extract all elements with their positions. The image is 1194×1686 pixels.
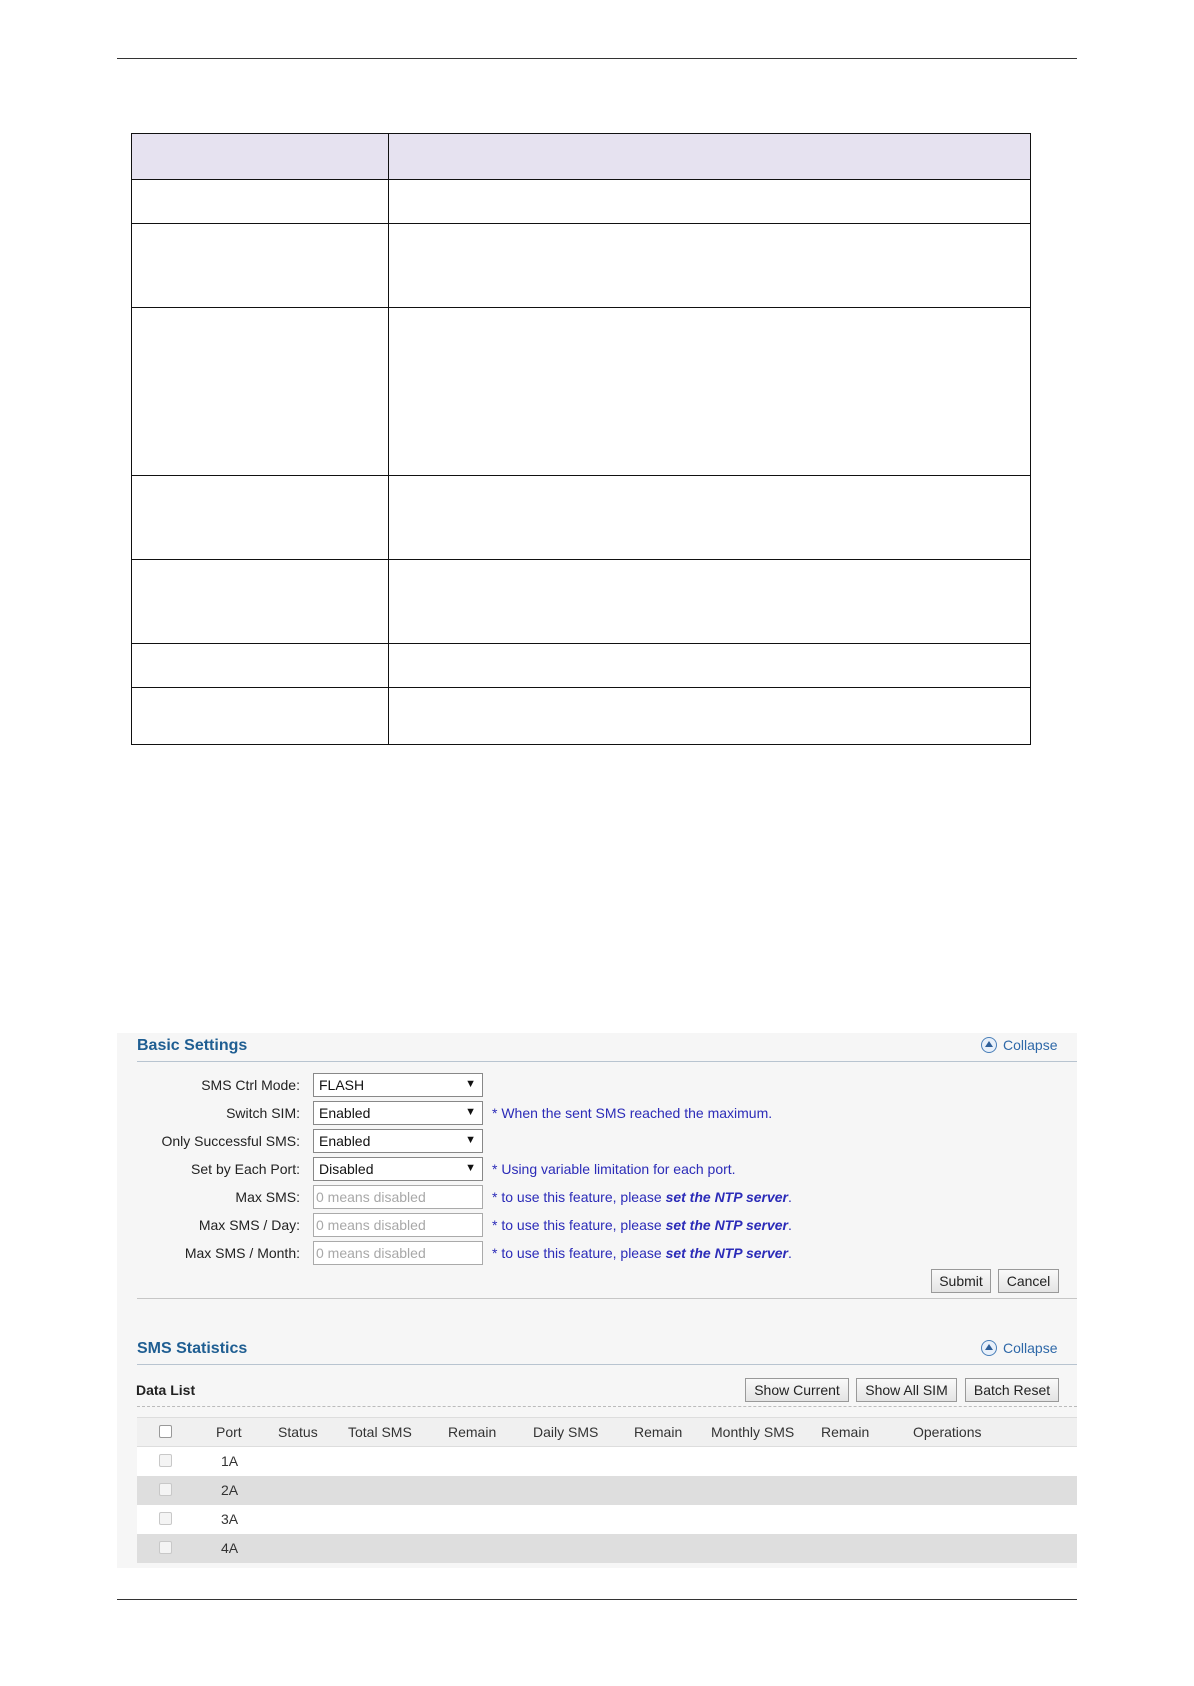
table-cell (389, 224, 1031, 308)
table-cell (389, 476, 1031, 560)
row-checkbox[interactable] (159, 1512, 172, 1525)
table-row (137, 1534, 1077, 1563)
table-cell (132, 476, 389, 560)
ntp-hint-text: * to use this feature, please (492, 1217, 666, 1233)
dashed-divider (137, 1406, 1077, 1407)
basic-settings-title: Basic Settings (137, 1037, 248, 1054)
ntp-hint (492, 1245, 792, 1261)
switch-sim-select[interactable] (313, 1101, 483, 1125)
switch-sim-row (117, 1101, 1077, 1125)
column-header-daily-sms: Daily SMS (533, 1424, 599, 1440)
table-row (132, 180, 1031, 224)
sms-ctrl-mode-row (117, 1073, 1077, 1097)
set-by-each-port-hint: * Using variable limitation for each port. (492, 1161, 736, 1177)
sms-statistics-collapse[interactable] (981, 1340, 1057, 1356)
table-cell (132, 224, 389, 308)
footer-rule (117, 1599, 1077, 1600)
only-successful-sms-select[interactable] (313, 1129, 483, 1153)
row-checkbox[interactable] (159, 1483, 172, 1496)
table-row (132, 476, 1031, 560)
table-header-row (132, 134, 1031, 180)
select-value: Disabled (319, 1161, 374, 1177)
max-sms-month-row (117, 1241, 1077, 1265)
ntp-hint-text: * to use this feature, please (492, 1189, 666, 1205)
ntp-server-link[interactable]: set the NTP server (665, 1217, 788, 1233)
sms-ctrl-mode-select[interactable] (313, 1073, 483, 1097)
section-divider (137, 1364, 1077, 1365)
select-value: Enabled (319, 1133, 371, 1149)
section-divider (137, 1298, 1077, 1299)
port-cell: 2A (221, 1482, 239, 1498)
field-label: Only Successful SMS: (161, 1133, 300, 1149)
section-divider (137, 1061, 1077, 1062)
field-label: Max SMS: (235, 1189, 300, 1205)
submit-button[interactable]: Submit (931, 1269, 991, 1293)
dropdown-arrow-icon: ▼ (465, 1078, 476, 1090)
table-cell (132, 644, 389, 688)
table-cell (132, 560, 389, 644)
max-sms-month-input[interactable] (313, 1241, 483, 1265)
table-header-cell (132, 134, 389, 180)
table-cell (389, 644, 1031, 688)
field-label: Max SMS / Day: (198, 1217, 300, 1233)
switch-sim-hint: * When the sent SMS reached the maximum. (492, 1105, 773, 1121)
column-header-remain: Remain (821, 1424, 870, 1440)
ntp-server-link[interactable]: set the NTP server (665, 1189, 788, 1205)
data-list-label: Data List (136, 1382, 196, 1398)
collapse-label: Collapse (1003, 1037, 1058, 1053)
set-by-each-port-select[interactable] (313, 1157, 483, 1181)
document-table (131, 133, 1031, 745)
ntp-hint-suffix: . (788, 1217, 792, 1233)
field-label: Set by Each Port: (191, 1161, 300, 1177)
ntp-hint-suffix: . (788, 1245, 792, 1261)
table-cell (132, 308, 389, 476)
table-row (132, 308, 1031, 476)
sms-settings-screenshot (117, 1033, 1077, 1568)
header-rule (117, 58, 1077, 59)
ntp-hint (492, 1217, 792, 1233)
ntp-hint-suffix: . (788, 1189, 792, 1205)
max-sms-input[interactable] (313, 1185, 483, 1209)
show-current-button[interactable]: Show Current (745, 1378, 849, 1402)
max-sms-row (117, 1185, 1077, 1209)
collapse-up-icon (981, 1340, 997, 1356)
show-all-sim-button[interactable]: Show All SIM (856, 1378, 957, 1402)
column-header-total-sms: Total SMS (348, 1424, 412, 1440)
column-header-status: Status (278, 1424, 318, 1440)
ntp-hint (492, 1189, 792, 1205)
table-row (137, 1447, 1077, 1476)
table-cell (132, 180, 389, 224)
table-row (132, 644, 1031, 688)
port-cell: 1A (221, 1453, 239, 1469)
table-row (132, 688, 1031, 745)
collapse-up-icon (981, 1037, 997, 1053)
select-all-checkbox[interactable] (159, 1425, 172, 1438)
table-cell (132, 688, 389, 745)
select-value: FLASH (319, 1077, 365, 1093)
batch-reset-button[interactable]: Batch Reset (965, 1378, 1059, 1402)
table-cell (389, 688, 1031, 745)
only-successful-sms-row (117, 1129, 1077, 1153)
sms-statistics-title: SMS Statistics (137, 1340, 248, 1357)
column-header-remain: Remain (448, 1424, 497, 1440)
table-row (132, 560, 1031, 644)
ntp-hint-text: * to use this feature, please (492, 1245, 666, 1261)
port-cell: 4A (221, 1540, 239, 1556)
column-header-remain: Remain (634, 1424, 683, 1440)
column-header-monthly-sms: Monthly SMS (711, 1424, 795, 1440)
field-label: Switch SIM: (226, 1105, 300, 1121)
table-row (132, 224, 1031, 308)
table-header-row (137, 1417, 1077, 1447)
column-header-port: Port (216, 1424, 242, 1440)
row-checkbox[interactable] (159, 1541, 172, 1554)
table-header-cell (389, 134, 1031, 180)
set-by-each-port-row (117, 1157, 1077, 1181)
cancel-button[interactable]: Cancel (998, 1269, 1059, 1293)
dropdown-arrow-icon: ▼ (465, 1106, 476, 1118)
table-row (137, 1476, 1077, 1505)
table-cell (389, 560, 1031, 644)
port-cell: 3A (221, 1511, 239, 1527)
max-sms-day-input[interactable] (313, 1213, 483, 1237)
table-cell (389, 308, 1031, 476)
column-header-operations: Operations (913, 1424, 982, 1440)
field-label: SMS Ctrl Mode: (201, 1077, 300, 1093)
table-cell (389, 180, 1031, 224)
select-value: Enabled (319, 1105, 371, 1121)
collapse-label: Collapse (1003, 1340, 1058, 1356)
ntp-server-link[interactable]: set the NTP server (665, 1245, 788, 1261)
row-checkbox[interactable] (159, 1454, 172, 1467)
table-row (137, 1505, 1077, 1534)
max-sms-day-row (117, 1213, 1077, 1237)
dropdown-arrow-icon: ▼ (465, 1162, 476, 1174)
dropdown-arrow-icon: ▼ (465, 1134, 476, 1146)
sms-statistics-table (137, 1417, 1077, 1563)
field-label: Max SMS / Month: (184, 1245, 300, 1261)
basic-settings-collapse[interactable] (981, 1037, 1057, 1053)
